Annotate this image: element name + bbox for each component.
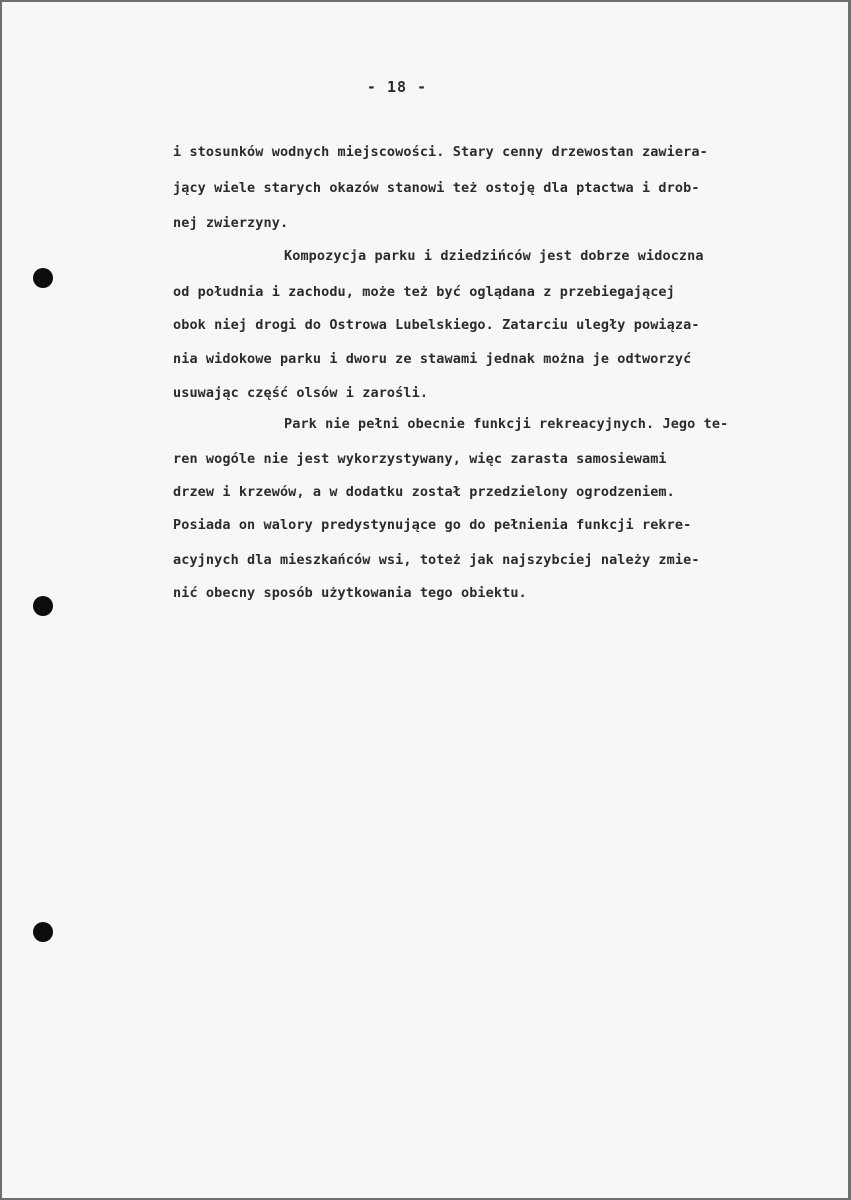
text-line-3: nej zwierzyny.: [173, 215, 289, 231]
text-line-14: nić obecny sposób użytkowania tego obiektu.: [173, 585, 527, 601]
text-line-9: Park nie pełni obecnie funkcji rekreacyjnych. Jego te-: [284, 416, 729, 432]
binder-hole-middle: [33, 596, 53, 616]
text-line-7: nia widokowe parku i dworu ze stawami jednak można je odtworzyć: [173, 351, 692, 367]
text-line-6: obok niej drogi do Ostrowa Lubelskiego. Zatarciu uległy powiąza-: [173, 317, 700, 333]
page-number: - 18 -: [366, 78, 428, 96]
document-page: [2, 2, 848, 1198]
text-line-12: Posiada on walory predystynujące go do pełnienia funkcji rekre-: [173, 517, 692, 533]
text-line-2: jący wiele starych okazów stanowi też ostoję dla ptactwa i drob-: [173, 180, 700, 196]
binder-hole-bottom: [33, 922, 53, 942]
text-line-11: drzew i krzewów, a w dodatku został przedzielony ogrodzeniem.: [173, 484, 675, 500]
text-line-1: i stosunków wodnych miejscowości. Stary cenny drzewostan zawiera-: [173, 144, 708, 160]
text-line-13: acyjnych dla mieszkańców wsi, toteż jak najszybciej należy zmie-: [173, 552, 700, 568]
text-line-4: Kompozycja parku i dziedzińców jest dobrze widoczna: [284, 248, 704, 264]
binder-hole-top: [33, 268, 53, 288]
text-line-5: od południa i zachodu, może też być oglądana z przebiegającej: [173, 284, 675, 300]
text-line-10: ren wogóle nie jest wykorzystywany, więc zarasta samosiewami: [173, 451, 667, 467]
text-line-8: usuwając część olsów i zarośli.: [173, 385, 429, 401]
